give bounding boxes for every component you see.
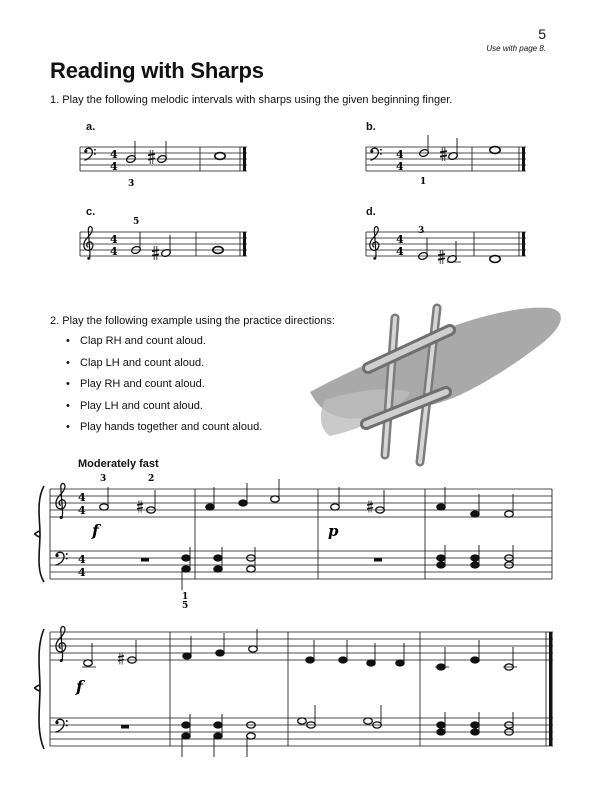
- page-number: 5: [538, 26, 546, 42]
- finger-number: 3: [418, 226, 425, 236]
- time-sig-bottom: 4: [396, 245, 404, 258]
- grand-staff-system-2: [50, 632, 553, 746]
- whole-note: [490, 256, 500, 263]
- system-2-notes: [82, 629, 517, 757]
- finger-number: 1: [420, 177, 427, 187]
- sharp-icon: [438, 250, 445, 264]
- time-sig-top: 4: [78, 553, 86, 566]
- sharp-sign-illustration: [310, 308, 561, 462]
- sharp-icon: [152, 246, 159, 260]
- finger-number: 3: [100, 474, 107, 484]
- whole-note: [215, 153, 225, 160]
- dynamic-forte: f: [76, 677, 83, 696]
- exercise-label-b: b.: [366, 121, 376, 133]
- treble-clef-icon: [84, 227, 93, 260]
- finger-number: 5: [133, 217, 140, 227]
- time-sig-top: 4: [78, 491, 86, 504]
- treble-clef-icon: [370, 227, 379, 260]
- exercise-label-a: a.: [86, 121, 96, 133]
- time-sig-top: 4: [396, 148, 404, 161]
- exercise-label-d: d.: [366, 206, 376, 218]
- page-title: Reading with Sharps: [50, 58, 264, 83]
- dynamic-forte: f: [92, 521, 99, 540]
- sharp-icon: [148, 150, 155, 164]
- time-sig-top: 4: [110, 148, 118, 161]
- dynamic-piano: p: [328, 522, 339, 540]
- direction-item: • Play LH and count aloud.: [66, 398, 262, 420]
- bass-clef-icon: [55, 552, 67, 565]
- bass-clef-icon: [370, 148, 382, 160]
- bass-clef-icon: [55, 719, 67, 732]
- exercise-1-instruction: 1. Play the following melodic intervals with sharps using the given beginning finger.: [50, 94, 453, 106]
- time-sig-top: 4: [110, 233, 118, 246]
- use-with-note: Use with page 8.: [486, 44, 546, 53]
- brace: [34, 629, 44, 749]
- finger-number: 5: [182, 601, 189, 611]
- tempo-marking: Moderately fast: [78, 458, 159, 470]
- time-sig-bottom: 4: [110, 245, 118, 258]
- direction-item: • Clap LH and count aloud.: [66, 355, 262, 377]
- finger-number: 1: [182, 592, 189, 602]
- direction-item: • Play hands together and count aloud.: [66, 419, 262, 441]
- exercise-label-c: c.: [86, 206, 96, 218]
- exercise-d-staff: [366, 232, 526, 256]
- time-sig-bottom: 4: [78, 504, 86, 517]
- bass-clef-icon: [84, 148, 96, 160]
- direction-item: • Clap RH and count aloud.: [66, 333, 262, 355]
- brace: [34, 486, 44, 582]
- whole-note: [490, 147, 500, 154]
- time-sig-bottom: 4: [396, 160, 404, 173]
- finger-number: 2: [148, 474, 155, 484]
- time-sig-bottom: 4: [78, 566, 86, 579]
- direction-item: • Play RH and count aloud.: [66, 376, 262, 398]
- time-sig-bottom: 4: [110, 160, 118, 173]
- finger-number: 3: [128, 179, 135, 189]
- time-sig-top: 4: [396, 233, 404, 246]
- exercise-2-instruction: 2. Play the following example using the practice directions:: [50, 315, 335, 327]
